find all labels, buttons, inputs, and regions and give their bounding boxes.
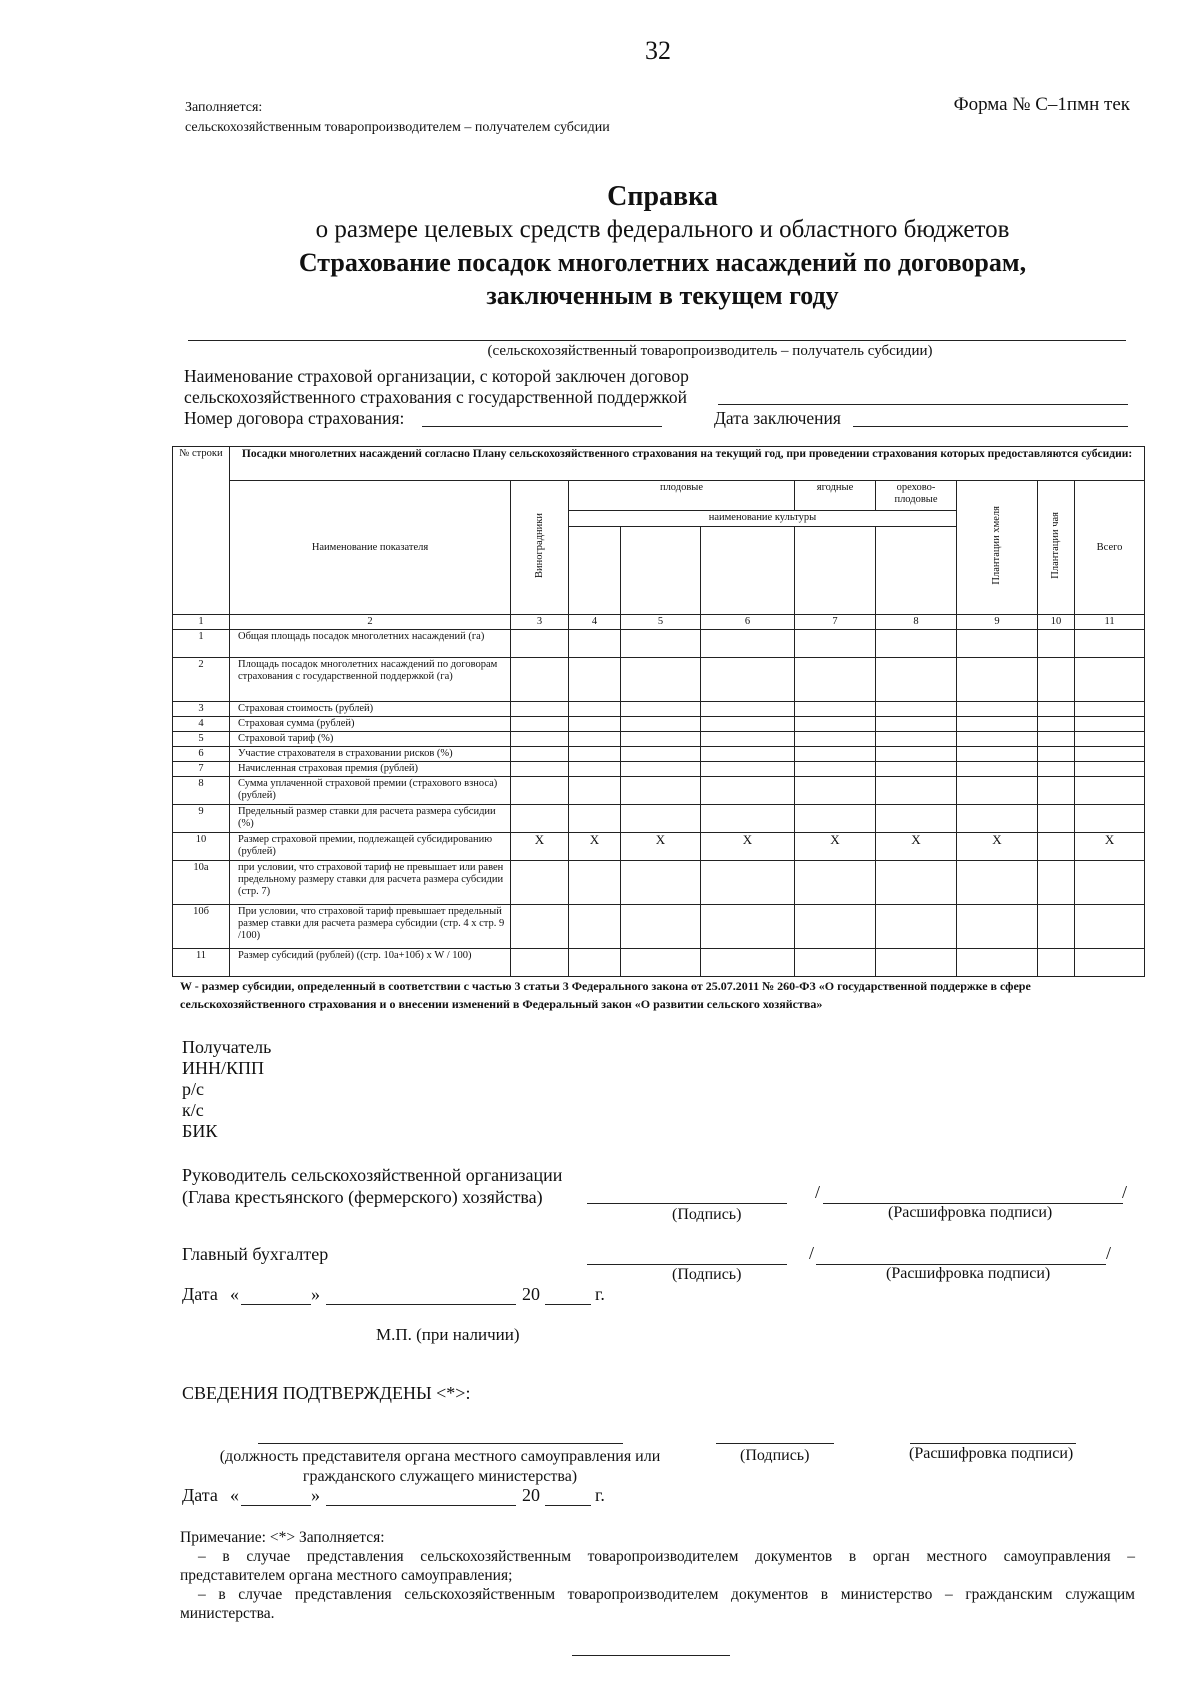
date-quote-open: « <box>230 1284 239 1304</box>
value-cell[interactable] <box>1075 658 1145 702</box>
value-cell[interactable] <box>1075 805 1145 833</box>
slash: / <box>1106 1243 1112 1263</box>
accountant-decode-caption: (Расшифровка подписи) <box>886 1265 1051 1282</box>
date-label: Дата <box>182 1485 218 1505</box>
value-cell[interactable] <box>1038 702 1075 717</box>
value-cell[interactable] <box>795 777 876 805</box>
column-number: 7 <box>795 615 876 630</box>
slash: / <box>1122 1182 1128 1202</box>
value-cell[interactable] <box>511 747 569 762</box>
value-cell[interactable] <box>569 747 621 762</box>
value-cell[interactable] <box>957 658 1038 702</box>
confirmed-label: СВЕДЕНИЯ ПОДТВЕРЖДЕНЫ <*>: <box>182 1383 471 1403</box>
contract-date-field[interactable] <box>853 426 1128 427</box>
value-cell[interactable] <box>569 630 621 658</box>
row-number: 10б <box>173 905 230 949</box>
value-cell[interactable] <box>511 732 569 747</box>
column-number: 1 <box>173 615 230 630</box>
value-cell[interactable] <box>701 732 795 747</box>
value-cell[interactable] <box>701 777 795 805</box>
head-line-1: Руководитель сельскохозяйственной организации <box>182 1165 563 1185</box>
note-item-1a: – в случае представления сельскохозяйственным товаропроизводителем документов в орган местного самоуправления – <box>198 1548 1135 1565</box>
value-cell[interactable] <box>511 702 569 717</box>
bik-label: БИК <box>182 1121 218 1141</box>
date-month-field[interactable] <box>326 1304 516 1305</box>
value-cell[interactable] <box>621 747 701 762</box>
value-cell[interactable] <box>1075 702 1145 717</box>
value-cell[interactable] <box>795 805 876 833</box>
accountant-sign-caption: (Подпись) <box>672 1266 742 1283</box>
row-indicator-name: Размер страховой премии, подлежащей субсидированию (рублей) <box>230 833 511 861</box>
value-cell[interactable] <box>795 732 876 747</box>
value-cell[interactable] <box>795 861 876 905</box>
value-cell[interactable] <box>621 949 701 977</box>
column-number: 2 <box>230 615 511 630</box>
column-number: 10 <box>1038 615 1075 630</box>
title-line-1: Справка <box>607 181 718 212</box>
value-cell[interactable] <box>957 777 1038 805</box>
row-number: 6 <box>173 747 230 762</box>
x-mark-cell: X <box>511 833 569 861</box>
value-cell[interactable] <box>621 702 701 717</box>
value-cell[interactable] <box>1075 777 1145 805</box>
value-cell[interactable] <box>876 949 957 977</box>
rs-label: р/с <box>182 1079 204 1099</box>
table-row <box>173 717 1145 732</box>
value-cell[interactable] <box>957 747 1038 762</box>
head-label <box>182 1164 562 1208</box>
date-year: 20 <box>522 1485 540 1505</box>
column-number: 9 <box>957 615 1038 630</box>
value-cell[interactable] <box>876 717 957 732</box>
vineyards-label: Виноградники <box>533 512 545 578</box>
value-cell[interactable] <box>1075 949 1145 977</box>
vineyards-header <box>511 481 569 615</box>
date-label: Дата <box>182 1284 218 1304</box>
value-cell[interactable] <box>569 777 621 805</box>
value-cell[interactable] <box>1038 717 1075 732</box>
date-quote-close: » <box>311 1284 320 1304</box>
contract-date-label: Дата заключения <box>714 408 841 428</box>
value-cell[interactable] <box>569 702 621 717</box>
value-cell[interactable] <box>795 702 876 717</box>
producer-caption: (сельскохозяйственный товаропроизводитель – получатель субсидии) <box>487 343 933 359</box>
value-cell[interactable] <box>795 630 876 658</box>
contract-number-label: Номер договора страхования: <box>184 408 405 428</box>
value-cell[interactable] <box>569 717 621 732</box>
value-cell[interactable] <box>1075 762 1145 777</box>
table-row <box>173 702 1145 717</box>
value-cell[interactable] <box>1038 861 1075 905</box>
column-numbers-row <box>173 615 1145 630</box>
row-indicator-name: Предельный размер ставки для расчета размера субсидии (%) <box>230 805 511 833</box>
insurer-label-1: Наименование страховой организации, с которой заключен договор <box>184 366 689 386</box>
row-indicator-name: Страховой тариф (%) <box>230 732 511 747</box>
indicator-header: Наименование показателя <box>230 481 511 615</box>
note-block <box>180 1528 1135 1623</box>
accountant-signature-field[interactable] <box>587 1264 787 1265</box>
value-cell[interactable] <box>701 747 795 762</box>
value-cell[interactable] <box>957 630 1038 658</box>
row-number: 8 <box>173 777 230 805</box>
value-cell[interactable] <box>876 905 957 949</box>
value-cell[interactable] <box>621 630 701 658</box>
note-item-1b: представителем органа местного самоуправления; <box>180 1567 513 1584</box>
value-cell[interactable] <box>511 630 569 658</box>
value-cell[interactable] <box>876 861 957 905</box>
value-cell[interactable] <box>621 762 701 777</box>
value-cell[interactable] <box>795 905 876 949</box>
date-year: 20 <box>522 1284 540 1304</box>
berry-header: ягодные <box>795 481 876 511</box>
row-number: 5 <box>173 732 230 747</box>
crop-cell[interactable] <box>795 527 876 615</box>
footnote: W - размер субсидии, определенный в соответствии с частью 3 статьи 3 Федерального закона от 25.07.2011 № 260-ФЗ «О государственной поддержке в сфере сельскохозяйственного страхования и о внесении изменений в Федеральный закон «О развитии сельского хозяйства» <box>180 979 1031 1011</box>
note-item-2b: министерства. <box>180 1605 275 1622</box>
value-cell[interactable] <box>1038 732 1075 747</box>
value-cell[interactable] <box>876 777 957 805</box>
tea-label: Плантации чая <box>1050 512 1061 579</box>
value-cell[interactable] <box>511 658 569 702</box>
value-cell[interactable] <box>1075 747 1145 762</box>
row-number: 10 <box>173 833 230 861</box>
head-line-2: (Глава крестьянского (фермерского) хозяйства) <box>182 1187 543 1207</box>
value-cell[interactable] <box>511 805 569 833</box>
value-cell[interactable] <box>701 702 795 717</box>
official-caption-1: (должность представителя органа местного самоуправления или <box>219 1448 661 1465</box>
value-cell[interactable] <box>701 861 795 905</box>
value-cell[interactable] <box>957 762 1038 777</box>
producer-field-line[interactable] <box>188 340 1126 341</box>
head-sign-caption: (Подпись) <box>672 1206 742 1223</box>
row-indicator-name: Участие страхователя в страховании рисков (%) <box>230 747 511 762</box>
hops-label: Плантации хмеля <box>991 506 1002 585</box>
value-cell[interactable] <box>621 732 701 747</box>
value-cell[interactable] <box>701 805 795 833</box>
date-year-suffix: г. <box>595 1284 605 1304</box>
nut-header: орехово-плодовые <box>876 481 957 511</box>
recipient-block <box>182 1037 271 1142</box>
value-cell[interactable] <box>511 717 569 732</box>
row-number: 7 <box>173 762 230 777</box>
value-cell[interactable] <box>1038 630 1075 658</box>
slash: / <box>809 1243 815 1263</box>
value-cell[interactable] <box>701 762 795 777</box>
value-cell[interactable] <box>957 732 1038 747</box>
value-cell[interactable] <box>957 949 1038 977</box>
x-mark-cell: X <box>701 833 795 861</box>
value-cell[interactable] <box>1038 762 1075 777</box>
column-number: 3 <box>511 615 569 630</box>
row-indicator-name: Страховая стоимость (рублей) <box>230 702 511 717</box>
table-row <box>173 833 1145 861</box>
subsidy-table <box>172 446 1145 977</box>
value-cell[interactable] <box>876 747 957 762</box>
value-cell[interactable] <box>957 702 1038 717</box>
recipient-label: Получатель <box>182 1037 272 1057</box>
contract-number-field[interactable] <box>422 426 662 427</box>
value-cell[interactable] <box>511 861 569 905</box>
value-cell[interactable] <box>795 949 876 977</box>
col-header-row-no: № строки <box>173 447 230 615</box>
x-mark-cell: X <box>569 833 621 861</box>
value-cell[interactable] <box>1075 905 1145 949</box>
hops-header <box>957 481 1038 615</box>
crop-cell[interactable] <box>876 527 957 615</box>
official-sign-caption: (Подпись) <box>740 1447 810 1464</box>
fruit-header: плодовые <box>569 481 795 511</box>
date-day-field[interactable] <box>241 1304 311 1305</box>
bottom-rule <box>572 1655 730 1656</box>
crop-name-header: наименование культуры <box>569 511 957 527</box>
value-cell[interactable] <box>957 717 1038 732</box>
official-caption-2: гражданского служащего министерства) <box>302 1468 578 1485</box>
title-line-2: о размере целевых средств федерального и областного бюджетов <box>315 216 1010 243</box>
column-number: 8 <box>876 615 957 630</box>
value-cell[interactable] <box>957 905 1038 949</box>
form-number: Форма № С–1пмн тек <box>953 94 1130 115</box>
value-cell[interactable] <box>1038 805 1075 833</box>
official-decode-field[interactable] <box>910 1443 1076 1444</box>
row-indicator-name: Страховая сумма (рублей) <box>230 717 511 732</box>
value-cell[interactable] <box>795 658 876 702</box>
table-row <box>173 805 1145 833</box>
date-year-field[interactable] <box>545 1505 591 1506</box>
title-line-4: заключенным в текущем году <box>486 281 839 310</box>
column-number: 11 <box>1075 615 1145 630</box>
row-indicator-name: Общая площадь посадок многолетних насаждений (га) <box>230 630 511 658</box>
value-cell[interactable] <box>1038 658 1075 702</box>
value-cell[interactable] <box>1075 717 1145 732</box>
official-signature-field[interactable] <box>716 1443 834 1444</box>
value-cell[interactable] <box>511 949 569 977</box>
column-number: 4 <box>569 615 621 630</box>
value-cell[interactable] <box>1075 732 1145 747</box>
table-body <box>173 630 1145 977</box>
value-cell[interactable] <box>569 861 621 905</box>
row-indicator-name: Сумма уплаченной страховой премии (страхового взноса) (рублей) <box>230 777 511 805</box>
value-cell[interactable] <box>1075 861 1145 905</box>
value-cell[interactable] <box>511 777 569 805</box>
table-row <box>173 905 1145 949</box>
row-number: 9 <box>173 805 230 833</box>
x-mark-cell: X <box>957 833 1038 861</box>
date-year-field[interactable] <box>545 1304 591 1305</box>
column-number: 6 <box>701 615 795 630</box>
insurer-field-line[interactable] <box>718 404 1128 405</box>
x-mark-cell: X <box>795 833 876 861</box>
head-decode-caption: (Расшифровка подписи) <box>888 1204 1053 1221</box>
table-row <box>173 747 1145 762</box>
value-cell[interactable] <box>795 747 876 762</box>
table-row <box>173 630 1145 658</box>
official-position-field[interactable] <box>258 1443 623 1444</box>
title-line-3: Страхование посадок многолетних насаждений по договорам, <box>298 248 1027 277</box>
accountant-label: Главный бухгалтер <box>182 1244 329 1264</box>
main-header: Посадки многолетних насаждений согласно Плану сельскохозяйственного страхования на текущий год, при проведении страхования которых предоставляются субсидии: <box>230 447 1145 481</box>
value-cell[interactable] <box>1038 833 1075 861</box>
head-signature-field[interactable] <box>587 1203 787 1204</box>
crop-cell[interactable] <box>621 527 701 615</box>
note-item-2a: – в случае представления сельскохозяйственным товаропроизводителем документов в министерство – гражданским служащим <box>198 1586 1135 1603</box>
value-cell[interactable] <box>701 905 795 949</box>
x-mark-cell: X <box>876 833 957 861</box>
x-mark-cell: X <box>1075 833 1145 861</box>
date-day-field[interactable] <box>241 1505 311 1506</box>
official-decode-caption: (Расшифровка подписи) <box>909 1445 1074 1462</box>
ks-label: к/с <box>182 1100 204 1120</box>
row-indicator-name: При условии, что страховой тариф превышает предельный размер ставки для расчета размера субсидии (стр. 4 х стр. 9 /100) <box>230 905 511 949</box>
value-cell[interactable] <box>701 717 795 732</box>
value-cell[interactable] <box>569 805 621 833</box>
value-cell[interactable] <box>876 702 957 717</box>
row-indicator-name: Размер субсидий (рублей) ((стр. 10а+10б) х W / 100) <box>230 949 511 977</box>
value-cell[interactable] <box>569 762 621 777</box>
fill-note <box>185 98 610 138</box>
value-cell[interactable] <box>511 905 569 949</box>
value-cell[interactable] <box>795 717 876 732</box>
date-quote-open: « <box>230 1485 239 1505</box>
row-number: 10а <box>173 861 230 905</box>
table-row <box>173 658 1145 702</box>
value-cell[interactable] <box>1075 630 1145 658</box>
table-row <box>173 732 1145 747</box>
crop-cell[interactable] <box>569 527 621 615</box>
value-cell[interactable] <box>1038 905 1075 949</box>
value-cell[interactable] <box>621 777 701 805</box>
value-cell[interactable] <box>621 805 701 833</box>
row-indicator-name: при условии, что страховой тариф не превышает или равен предельному размеру ставки для расчета размера субсидии (стр. 7) <box>230 861 511 905</box>
tea-header <box>1038 481 1075 615</box>
fill-who: сельскохозяйственным товаропроизводителем – получателем субсидии <box>185 120 610 135</box>
slash: / <box>815 1182 821 1202</box>
value-cell[interactable] <box>876 630 957 658</box>
value-cell[interactable] <box>621 717 701 732</box>
value-cell[interactable] <box>876 732 957 747</box>
date-year-suffix: г. <box>595 1485 605 1505</box>
value-cell[interactable] <box>701 949 795 977</box>
row-indicator-name: Начисленная страховая премия (рублей) <box>230 762 511 777</box>
value-cell[interactable] <box>795 762 876 777</box>
table-row <box>173 777 1145 805</box>
row-indicator-name: Площадь посадок многолетних насаждений по договорам страхования с государственной поддержкой (га) <box>230 658 511 702</box>
row-number: 3 <box>173 702 230 717</box>
stamp-label: М.П. (при наличии) <box>376 1325 520 1344</box>
value-cell[interactable] <box>701 658 795 702</box>
document-title <box>175 180 1150 312</box>
value-cell[interactable] <box>957 861 1038 905</box>
fill-label: Заполняется: <box>185 100 263 115</box>
insurer-label-2: сельскохозяйственного страхования с государственной поддержкой <box>184 387 687 407</box>
value-cell[interactable] <box>957 805 1038 833</box>
row-number: 2 <box>173 658 230 702</box>
value-cell[interactable] <box>1038 777 1075 805</box>
official-caption <box>200 1447 680 1487</box>
value-cell[interactable] <box>621 861 701 905</box>
date-month-field[interactable] <box>326 1505 516 1506</box>
value-cell[interactable] <box>876 762 957 777</box>
value-cell[interactable] <box>1038 747 1075 762</box>
value-cell[interactable] <box>569 732 621 747</box>
row-number: 4 <box>173 717 230 732</box>
row-number: 1 <box>173 630 230 658</box>
date-quote-close: » <box>311 1485 320 1505</box>
page-number: 32 <box>645 36 671 65</box>
table-row <box>173 861 1145 905</box>
total-header: Всего <box>1075 481 1145 615</box>
value-cell[interactable] <box>621 658 701 702</box>
row-number: 11 <box>173 949 230 977</box>
value-cell[interactable] <box>569 905 621 949</box>
table-row <box>173 949 1145 977</box>
value-cell[interactable] <box>876 805 957 833</box>
value-cell[interactable] <box>569 949 621 977</box>
value-cell[interactable] <box>876 658 957 702</box>
inn-label: ИНН/КПП <box>182 1058 265 1078</box>
note-title: Примечание: <*> Заполняется: <box>180 1529 385 1546</box>
crop-cell[interactable] <box>701 527 795 615</box>
value-cell[interactable] <box>1038 949 1075 977</box>
value-cell[interactable] <box>701 630 795 658</box>
value-cell[interactable] <box>511 762 569 777</box>
value-cell[interactable] <box>569 658 621 702</box>
x-mark-cell: X <box>621 833 701 861</box>
column-number: 5 <box>621 615 701 630</box>
table-row <box>173 762 1145 777</box>
value-cell[interactable] <box>621 905 701 949</box>
